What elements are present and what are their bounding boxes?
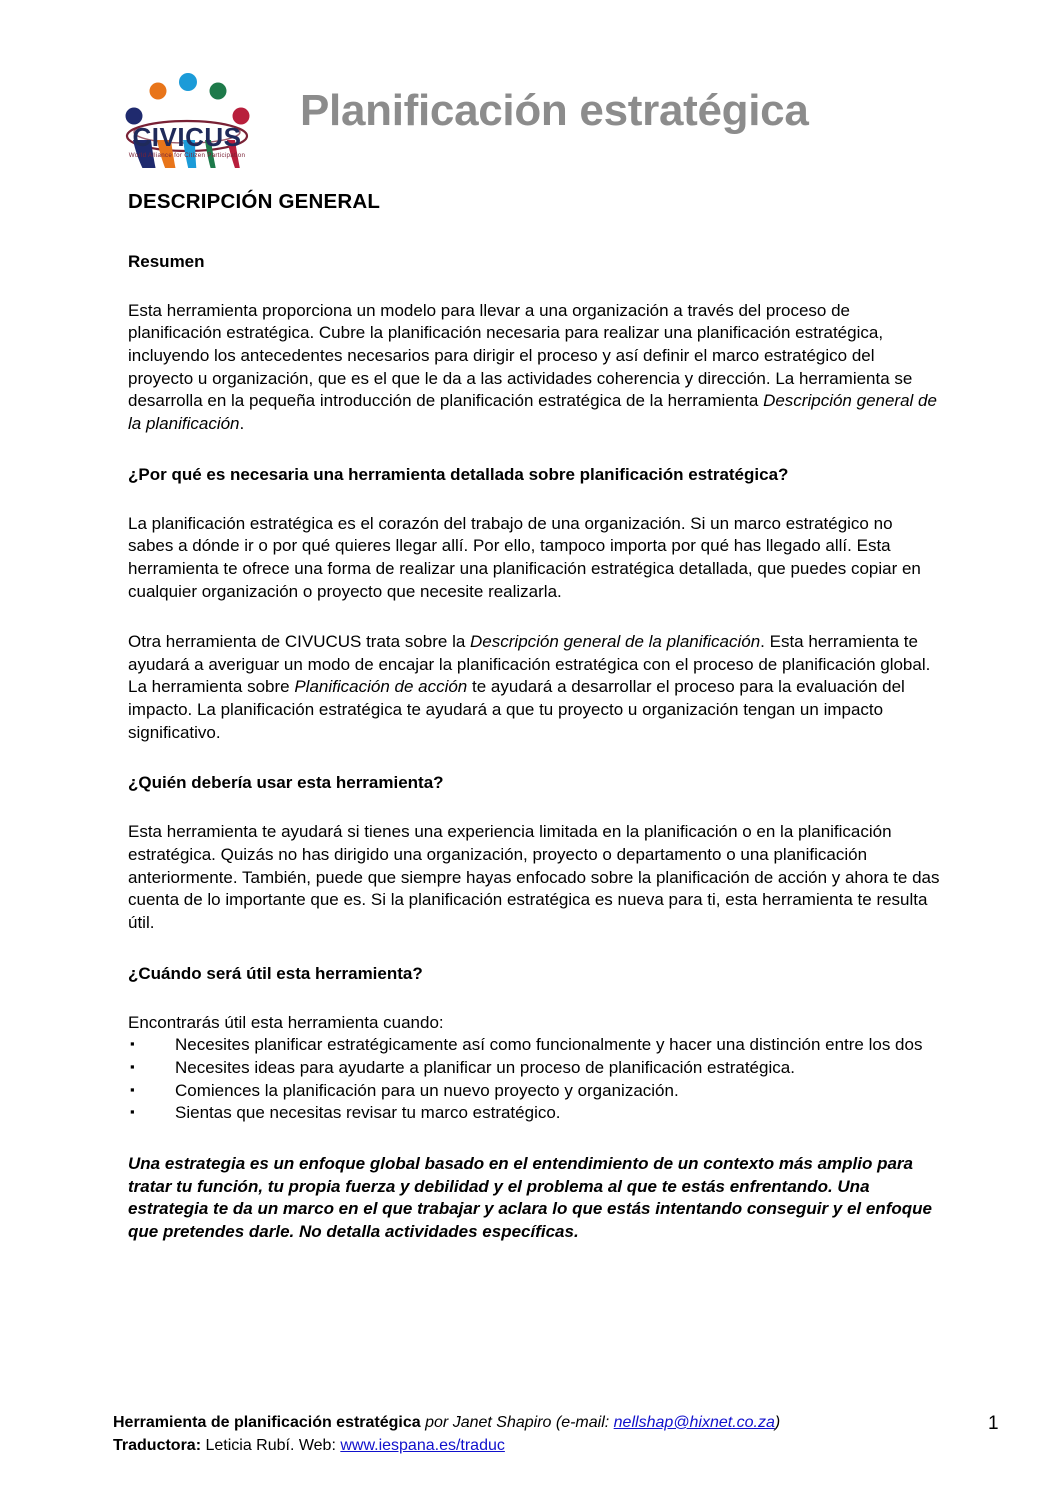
page-title: Planificación estratégica [300, 86, 809, 135]
other-tool-post: te ayudará a desarrollar el proceso para la evaluación del impacto. La planificación estratégica te ayudará a que tu proyecto u organización tengan un impacto significativo. [128, 677, 905, 742]
footer-translator-label: Traductora: [113, 1436, 202, 1454]
when-heading: ¿Cuándo será útil esta herramienta? [128, 963, 423, 983]
other-tool-italic-1: Descripción general de la planificación [470, 632, 761, 652]
civicus-logo [113, 28, 261, 168]
summary-text-post: . [239, 413, 245, 433]
logo-dot-blue [179, 73, 197, 91]
summary-text-pre: Esta herramienta proporciona un modelo para llevar a una organización a través del proceso de planificación estratégica. Cubre la planificación necesaria para realizar una planificación estratégica, incluyendo los antecedentes necesarios para dirigir el proceso y así definir el marco estratégico del proyecto u organización, que es el que le da a las actividades coherencia y dirección. La herramienta se desarrolla en la pequeña introducción de planificación estratégica de la herramienta [128, 300, 913, 411]
footer-line-translator [113, 1435, 958, 1458]
overview-heading: DESCRIPCIÓN GENERAL [128, 190, 381, 213]
civicus-wordmark: CIVICUS [132, 122, 242, 152]
logo-dot-green [210, 83, 227, 100]
summary-paragraph [128, 300, 940, 436]
list-item-label: Comiences la planificación para un nuevo proyecto y organización. [175, 1080, 679, 1100]
list-item-label: Sientas que necesitas revisar tu marco estratégico. [175, 1103, 561, 1123]
list-item-label: Necesites planificar estratégicamente así como funcionalmente y hacer una distinción entre los dos [175, 1035, 923, 1055]
summary-heading: Resumen [128, 251, 205, 271]
footer-tool-name: Herramienta de planificación estratégica [113, 1414, 421, 1431]
square-bullet-icon: ▪ [130, 1059, 135, 1074]
why-paragraph: La planificación estratégica es el corazón del trabajo de una organización. Si un marco estratégico no sabes a dónde ir o por qué quieres llegar allí. Por ello, tampoco importa por qué has llegado allí. Esta herramienta te ofrece una forma de realizar una planificación estratégica detallada, que puedes copiar en cualquier organización o proyecto que necesite realizarla. [128, 513, 921, 601]
list-item-label: Necesites ideas para ayudarte a planificar un proceso de planificación estratégica. [175, 1058, 795, 1077]
civicus-tagline: World Alliance for Citizen Participation [128, 152, 246, 159]
footer-web-link[interactable]: www.iespana.es/traduc [340, 1436, 505, 1454]
footer-email-prefix: (e-mail: [555, 1414, 614, 1431]
document-footer [113, 1412, 958, 1457]
summary-italic-title: Descripción general de la planificación [128, 391, 937, 433]
square-bullet-icon: ▪ [130, 1036, 135, 1052]
strategy-definition-callout: Una estrategia es un enfoque global basado en el entendimiento de un contexto más amplio para tratar tu función, tu propia fuerza y debilidad y el problema al que te estás enfrentando. Una estrategia te da un marco en el que trabajar y aclara lo que estás intentando conseguir y el enfoque que pretendes darle. No detalla actividades específicas. [128, 1153, 932, 1242]
footer-email-link[interactable]: nellshap@hixnet.co.za [613, 1414, 775, 1431]
logo-dot-orange [150, 83, 167, 100]
list-item [128, 1080, 940, 1103]
footer-author: por Janet Shapiro [420, 1414, 556, 1431]
page-number: 1 [988, 1413, 999, 1434]
footer-translator-name: Leticia Rubí. Web: [201, 1436, 341, 1454]
footer-line-author [113, 1412, 958, 1435]
list-item [128, 1102, 940, 1125]
list-item [128, 1057, 940, 1080]
footer-email-suffix: ) [774, 1414, 781, 1431]
list-item [128, 1034, 940, 1057]
other-tool-italic-2: Planificación de acción [294, 677, 468, 697]
who-paragraph: Esta herramienta te ayudará si tienes una experiencia limitada en la planificación o en la planificación estratégica. Quizás no has dirigido una organización, proyecto o departamento o una planificación anteriormente. También, puede que siempre hayas enfocado sobre la planificación de acción y ahora te das cuenta de lo importante que es. Si la planificación estratégica es nueva para ti, esta herramienta te resulta útil. [128, 822, 940, 932]
document-body [128, 190, 940, 1244]
when-intro: Encontrarás útil esta herramienta cuando: [128, 1012, 444, 1032]
square-bullet-icon: ▪ [130, 1081, 135, 1097]
document-header [0, 0, 1058, 180]
who-heading: ¿Quién debería usar esta herramienta? [128, 773, 444, 793]
square-bullet-icon: ▪ [130, 1104, 135, 1120]
other-tool-mid: . Esta herramienta te ayudará a averiguar un modo de encajar la planificación estratégica con el proceso de planificación global. La herramienta sobre [128, 632, 931, 697]
why-heading: ¿Por qué es necesaria una herramienta detallada sobre planificación estratégica? [128, 464, 789, 484]
other-tool-paragraph [128, 631, 940, 744]
other-tool-pre: Otra herramienta de CIVUCUS trata sobre la [128, 632, 471, 652]
usage-bullet-list [128, 1034, 940, 1124]
